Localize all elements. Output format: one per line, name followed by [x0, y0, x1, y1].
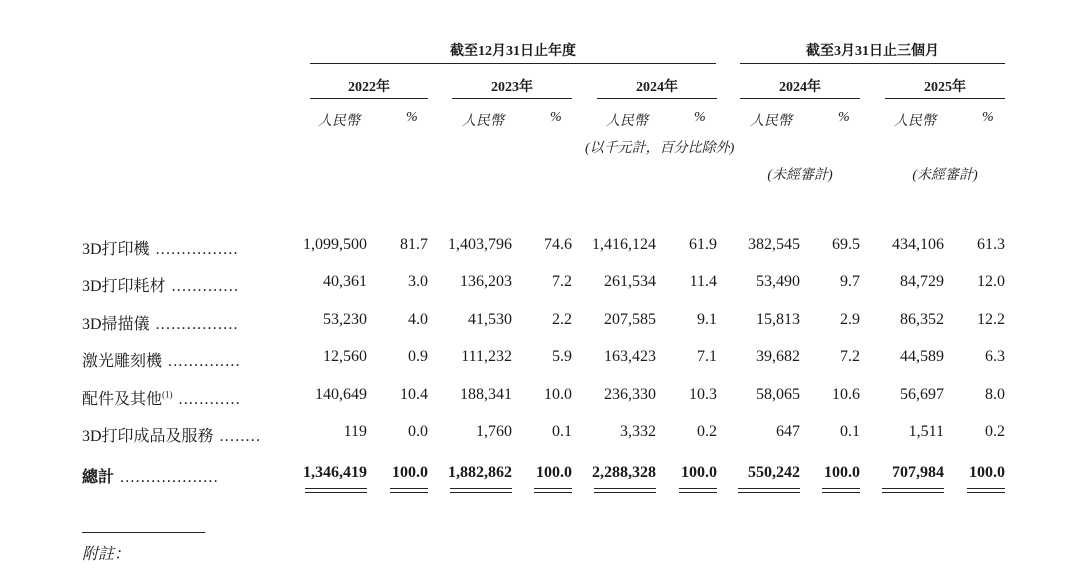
cell-pct-2022: 81.7	[400, 236, 428, 253]
subheader-rmb: 人民幣	[462, 114, 504, 129]
cell-rmb-2022: 12,560	[323, 348, 367, 365]
cell-rmb-q-2025: 1,511	[908, 423, 944, 440]
footnote-rule	[82, 532, 205, 533]
cell-pct-2022: 3.0	[408, 273, 428, 290]
subheader-rmb: 人民幣	[750, 114, 792, 129]
cell-rmb-q-2025: 434,106	[892, 236, 944, 253]
total-row-label	[82, 464, 219, 487]
year-header-q-2024: 2024年	[779, 80, 821, 95]
cell-pct-q-2025: 100.0	[969, 464, 1005, 481]
cell-pct-q-2025: 8.0	[985, 386, 1005, 403]
total-underline-2023	[450, 488, 512, 493]
cell-pct-2024: 11.4	[689, 273, 717, 290]
row-label-text: 3D打印機	[82, 241, 150, 258]
cell-pct-2023: 0.1	[552, 423, 572, 440]
total-underline-q-2024	[738, 488, 800, 493]
cell-rmb-q-2025: 86,352	[900, 311, 944, 328]
cell-rmb-2024: 163,423	[604, 348, 656, 365]
cell-rmb-2024: 261,534	[604, 273, 656, 290]
cell-pct-q-2024: 69.5	[832, 236, 860, 253]
cell-rmb-2023: 1,403,796	[448, 236, 512, 253]
leader-dots: ..............	[168, 353, 241, 370]
cell-pct-q-2025: 12.2	[977, 311, 1005, 328]
year-rule-2024	[597, 98, 717, 99]
row-label	[82, 386, 241, 409]
cell-rmb-2023: 41,530	[468, 311, 512, 328]
year-header-2022: 2022年	[348, 80, 390, 95]
cell-pct-2023: 10.0	[544, 386, 572, 403]
cell-pct-q-2024: 10.6	[832, 386, 860, 403]
cell-pct-2022: 0.0	[408, 423, 428, 440]
total-underline-q-2024-pct	[822, 488, 860, 493]
cell-pct-q-2024: 0.1	[840, 423, 860, 440]
cell-pct-2024: 7.1	[697, 348, 717, 365]
cell-rmb-q-2024: 15,813	[756, 311, 800, 328]
year-header-q-2025: 2025年	[924, 80, 966, 95]
row-label	[82, 273, 239, 296]
cell-pct-q-2024: 2.9	[840, 311, 860, 328]
total-underline-2024-pct	[679, 488, 717, 493]
cell-pct-2024: 61.9	[689, 236, 717, 253]
cell-rmb-2022: 1,099,500	[303, 236, 367, 253]
subheader-pct: %	[406, 110, 418, 125]
cell-pct-2022: 10.4	[400, 386, 428, 403]
cell-rmb-q-2025: 56,697	[900, 386, 944, 403]
cell-rmb-q-2024: 53,490	[756, 273, 800, 290]
footnote-heading: 附註：	[82, 546, 131, 563]
cell-rmb-q-2024: 58,065	[756, 386, 800, 403]
cell-pct-2023: 74.6	[544, 236, 572, 253]
cell-pct-2023: 5.9	[552, 348, 572, 365]
cell-rmb-2022: 140,649	[315, 386, 367, 403]
cell-rmb-2024: 236,330	[604, 386, 656, 403]
unaudited-note-q-2025: (未經審計)	[912, 168, 978, 183]
cell-pct-q-2024: 7.2	[840, 348, 860, 365]
subheader-pct: %	[838, 110, 850, 125]
year-rule-2022	[310, 98, 428, 99]
cell-pct-2023: 7.2	[552, 273, 572, 290]
row-label	[82, 423, 261, 446]
year-header-2024: 2024年	[636, 80, 678, 95]
leader-dots: ................	[155, 241, 239, 258]
row-label	[82, 348, 241, 371]
cell-rmb-2023: 136,203	[460, 273, 512, 290]
unit-note: (以千元計，百分比除外)	[585, 141, 735, 156]
cell-rmb-2023: 1,882,862	[448, 464, 512, 481]
year-rule-q-2025	[885, 98, 1005, 99]
cell-pct-2022: 0.9	[408, 348, 428, 365]
cell-rmb-q-2024: 39,682	[756, 348, 800, 365]
cell-pct-2024: 9.1	[697, 311, 717, 328]
row-label-text: 總計	[82, 469, 115, 486]
cell-rmb-2024: 3,332	[620, 423, 656, 440]
cell-rmb-2023: 188,341	[460, 386, 512, 403]
cell-rmb-2024: 207,585	[604, 311, 656, 328]
cell-pct-2022: 100.0	[392, 464, 428, 481]
leader-dots: ............	[178, 391, 241, 408]
footnote-marker: (1)	[162, 389, 173, 400]
total-underline-q-2025	[882, 488, 944, 493]
row-label-text: 3D打印成品及服務	[82, 428, 214, 445]
year-header-2023: 2023年	[491, 80, 533, 95]
unaudited-note-q-2024: (未經審計)	[767, 168, 833, 183]
total-underline-2024	[594, 488, 656, 493]
cell-rmb-q-2025: 84,729	[900, 273, 944, 290]
total-underline-2023-pct	[534, 488, 572, 493]
row-label	[82, 311, 239, 334]
row-label	[82, 236, 239, 259]
leader-dots: ................	[155, 316, 239, 333]
year-rule-2023	[452, 98, 572, 99]
cell-rmb-2023: 111,232	[461, 348, 512, 365]
cell-pct-q-2025: 0.2	[985, 423, 1005, 440]
cell-rmb-q-2025: 707,984	[892, 464, 944, 481]
subheader-pct: %	[694, 110, 706, 125]
cell-rmb-q-2024: 550,242	[748, 464, 800, 481]
leader-dots: ...................	[120, 469, 219, 486]
leader-dots: ........	[219, 428, 262, 445]
row-label-text: 3D打印耗材	[82, 278, 166, 295]
cell-rmb-q-2025: 44,589	[900, 348, 944, 365]
leader-dots: .............	[171, 278, 240, 295]
cell-rmb-2022: 40,361	[323, 273, 367, 290]
cell-rmb-2022: 53,230	[323, 311, 367, 328]
subheader-pct: %	[982, 110, 994, 125]
cell-pct-q-2024: 9.7	[840, 273, 860, 290]
row-label-text: 3D掃描儀	[82, 316, 150, 333]
group-rule-three-months	[740, 63, 1005, 64]
cell-rmb-2024: 2,288,328	[592, 464, 656, 481]
subheader-pct: %	[550, 110, 562, 125]
cell-pct-2023: 2.2	[552, 311, 572, 328]
cell-pct-q-2025: 61.3	[977, 236, 1005, 253]
cell-rmb-q-2024: 647	[776, 423, 800, 440]
cell-rmb-2022: 119	[343, 423, 367, 440]
total-underline-q-2025-pct	[967, 488, 1005, 493]
total-underline-2022	[305, 488, 367, 493]
cell-pct-2024: 10.3	[689, 386, 717, 403]
total-underline-2022-pct	[390, 488, 428, 493]
cell-rmb-q-2024: 382,545	[748, 236, 800, 253]
cell-pct-2024: 0.2	[697, 423, 717, 440]
row-label-text: 激光雕刻機	[82, 353, 163, 370]
cell-pct-2022: 4.0	[408, 311, 428, 328]
subheader-rmb: 人民幣	[606, 114, 648, 129]
cell-pct-2023: 100.0	[536, 464, 572, 481]
cell-rmb-2022: 1,346,419	[303, 464, 367, 481]
cell-pct-q-2025: 12.0	[977, 273, 1005, 290]
cell-pct-2024: 100.0	[681, 464, 717, 481]
group-rule-fiscal-year	[310, 63, 716, 64]
year-rule-q-2024	[740, 98, 860, 99]
group-header-fiscal-year: 截至12月31日止年度	[450, 44, 576, 59]
subheader-rmb: 人民幣	[894, 114, 936, 129]
subheader-rmb: 人民幣	[318, 114, 360, 129]
cell-pct-q-2024: 100.0	[824, 464, 860, 481]
cell-rmb-2024: 1,416,124	[592, 236, 656, 253]
cell-pct-q-2025: 6.3	[985, 348, 1005, 365]
group-header-three-months: 截至3月31日止三個月	[806, 44, 939, 59]
cell-rmb-2023: 1,760	[476, 423, 512, 440]
row-label-text: 配件及其他	[82, 391, 163, 408]
